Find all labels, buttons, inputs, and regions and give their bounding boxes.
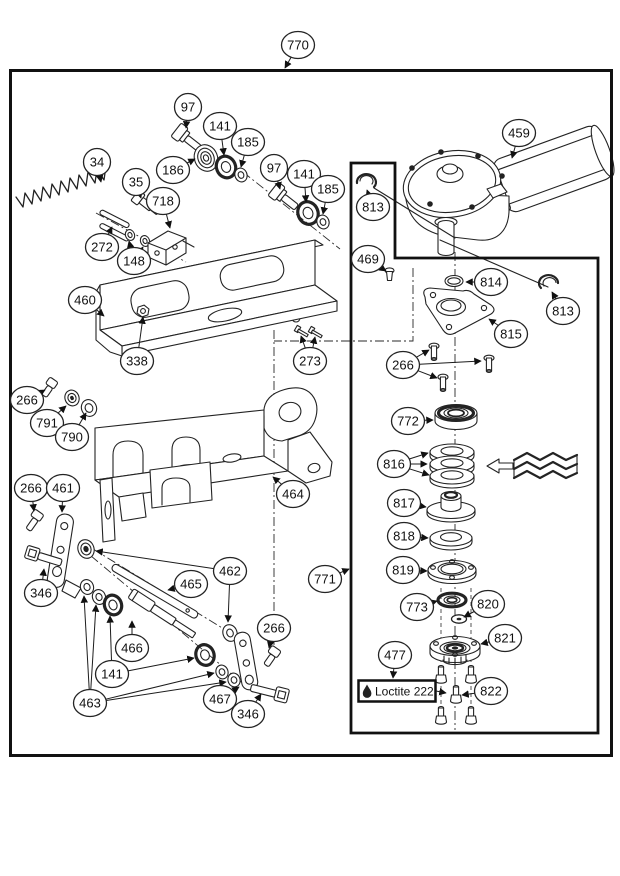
svg-text:266: 266	[16, 392, 38, 408]
svg-text:816: 816	[383, 456, 405, 472]
svg-text:718: 718	[152, 193, 174, 209]
svg-text:814: 814	[480, 274, 502, 290]
svg-text:463: 463	[79, 695, 101, 711]
svg-text:464: 464	[282, 486, 304, 502]
svg-text:186: 186	[162, 162, 184, 178]
callout-266	[11, 387, 44, 414]
callout-141	[96, 661, 129, 688]
leader-141	[110, 616, 112, 661]
leader-141	[222, 139, 224, 155]
callout-820	[472, 591, 505, 618]
svg-text:141: 141	[209, 118, 231, 134]
leader-266	[33, 501, 34, 511]
callout-816	[378, 451, 411, 478]
svg-text:477: 477	[384, 647, 406, 663]
svg-text:35: 35	[128, 174, 144, 190]
callout-338	[121, 348, 154, 375]
leader-462	[228, 585, 230, 623]
svg-text:818: 818	[393, 528, 415, 544]
svg-text:148: 148	[123, 253, 145, 269]
svg-text:813: 813	[362, 199, 384, 215]
callout-273	[294, 348, 327, 375]
leader-185	[241, 155, 244, 167]
svg-text:141: 141	[293, 166, 315, 182]
callout-266	[258, 615, 291, 642]
leader-266	[420, 361, 482, 364]
link-461-tab	[62, 580, 81, 598]
leader-273	[313, 337, 315, 348]
leader-816	[409, 469, 429, 475]
pin-469	[385, 268, 394, 281]
svg-text:773: 773	[406, 599, 428, 615]
leader-467	[233, 687, 239, 691]
callout-185	[312, 176, 345, 203]
leader-820	[464, 612, 474, 618]
svg-text:772: 772	[397, 413, 419, 429]
motor-459	[374, 122, 619, 287]
svg-text:465: 465	[180, 576, 202, 592]
leader-465	[168, 588, 175, 590]
svg-text:141: 141	[101, 666, 123, 682]
callout-balloons	[11, 32, 580, 728]
wave-washer-sideview	[487, 453, 577, 478]
callout-272	[86, 234, 119, 261]
screws-273	[294, 325, 323, 338]
svg-text:819: 819	[392, 562, 414, 578]
leader-97	[186, 120, 187, 128]
leader-346	[256, 694, 261, 702]
frame-464	[95, 388, 332, 542]
callout-35	[123, 169, 150, 196]
callout-346	[232, 701, 265, 728]
callout-462	[214, 558, 247, 585]
callout-460	[69, 287, 102, 314]
callout-771	[309, 566, 342, 593]
callout-813	[547, 298, 580, 325]
washer-820	[452, 615, 467, 623]
leader-141	[305, 188, 306, 203]
svg-text:821: 821	[494, 630, 516, 646]
svg-text:338: 338	[126, 353, 148, 369]
svg-text:771: 771	[314, 571, 336, 587]
washer-791	[63, 388, 82, 408]
leader-148	[129, 241, 131, 248]
svg-text:770: 770	[287, 37, 309, 53]
clip-813-left	[357, 174, 376, 187]
leader-818	[420, 537, 428, 538]
callout-34	[84, 149, 111, 176]
svg-text:469: 469	[357, 251, 379, 267]
svg-text:266: 266	[20, 480, 42, 496]
svg-text:461: 461	[52, 480, 74, 496]
leader-266	[418, 371, 437, 378]
callout-819	[387, 557, 420, 584]
svg-text:273: 273	[299, 353, 321, 369]
bushing-462	[75, 537, 97, 560]
leader-816	[409, 453, 428, 459]
callout-465	[175, 571, 208, 598]
svg-text:790: 790	[61, 429, 83, 445]
link-461	[46, 513, 74, 589]
leader-346	[43, 569, 44, 580]
leader-718	[166, 214, 170, 228]
screws-266-stack	[429, 343, 494, 391]
svg-text:467: 467	[209, 691, 231, 707]
callout-817	[388, 490, 421, 517]
svg-text:272: 272	[91, 239, 113, 255]
svg-text:817: 817	[393, 495, 415, 511]
svg-text:820: 820	[477, 596, 499, 612]
washers-148	[124, 228, 151, 248]
screws-822	[436, 666, 477, 725]
loctite-callout	[359, 681, 447, 702]
leader-813	[552, 292, 556, 299]
leader-815	[489, 319, 498, 325]
callout-463	[74, 690, 107, 717]
washer-818	[430, 530, 472, 550]
clip-813-right	[539, 275, 558, 288]
svg-text:462: 462	[219, 563, 241, 579]
callout-770	[282, 32, 315, 59]
leader-273	[301, 336, 305, 348]
bearing-141-bl2	[193, 642, 217, 668]
svg-text:822: 822	[480, 683, 502, 699]
leader-822	[462, 693, 475, 695]
housing-821	[430, 636, 480, 665]
leader-821	[481, 642, 489, 644]
leader-770	[285, 57, 291, 68]
washer-790	[79, 397, 99, 418]
callout-818	[388, 523, 421, 550]
svg-text:466: 466	[121, 640, 143, 656]
callout-148	[118, 248, 151, 275]
callout-97	[175, 94, 202, 121]
callout-346	[25, 580, 58, 607]
leader-477	[393, 669, 394, 679]
washers-463-lower	[214, 663, 242, 688]
leader-817	[420, 506, 426, 507]
svg-text:346: 346	[30, 585, 52, 601]
svg-text:791: 791	[36, 415, 58, 431]
svg-text:34: 34	[89, 154, 105, 170]
leader-771	[340, 569, 349, 573]
callout-477	[379, 642, 412, 669]
leader-185	[323, 202, 325, 214]
callout-464	[277, 481, 310, 508]
callout-97	[261, 155, 288, 182]
callout-459	[503, 120, 536, 147]
callout-266	[387, 352, 420, 379]
bushing-817	[427, 492, 475, 523]
bearing-772	[435, 405, 477, 430]
washers-816	[430, 444, 474, 488]
screw-266-br	[261, 645, 281, 668]
leader-791	[58, 406, 66, 413]
leader-186	[187, 159, 195, 163]
callout-813	[357, 194, 390, 221]
callout-469	[352, 246, 385, 273]
svg-text:97: 97	[266, 160, 282, 176]
svg-text:815: 815	[500, 326, 522, 342]
callout-773	[401, 594, 434, 621]
svg-text:460: 460	[74, 292, 96, 308]
plate-815	[424, 288, 494, 334]
callout-822	[475, 678, 508, 705]
callout-467	[204, 686, 237, 713]
callout-186	[157, 157, 190, 184]
svg-text:266: 266	[392, 357, 414, 373]
svg-text:97: 97	[180, 99, 196, 115]
leader-34	[100, 175, 101, 182]
leader-790	[79, 413, 86, 425]
loctite-label: Loctite 222	[375, 684, 434, 699]
callout-718	[147, 188, 180, 215]
svg-text:813: 813	[552, 303, 574, 319]
oring-814	[445, 276, 463, 287]
callout-141	[204, 113, 237, 140]
callout-185	[232, 129, 265, 156]
leader-266	[417, 350, 430, 357]
svg-text:346: 346	[237, 706, 259, 722]
callout-821	[489, 625, 522, 652]
flange-819	[428, 560, 476, 584]
callout-790	[56, 424, 89, 451]
screw-266-bl	[23, 509, 44, 533]
callout-772	[392, 408, 425, 435]
callout-461	[47, 475, 80, 502]
bearing-773	[438, 593, 466, 607]
callout-815	[495, 321, 528, 348]
callout-466	[116, 635, 149, 662]
svg-text:266: 266	[263, 620, 285, 636]
microswitch-718	[148, 231, 194, 265]
leader-463	[84, 596, 89, 690]
svg-text:459: 459	[508, 125, 530, 141]
callout-814	[475, 269, 508, 296]
callout-266	[15, 475, 48, 502]
svg-text:185: 185	[237, 134, 259, 150]
svg-text:185: 185	[317, 181, 339, 197]
